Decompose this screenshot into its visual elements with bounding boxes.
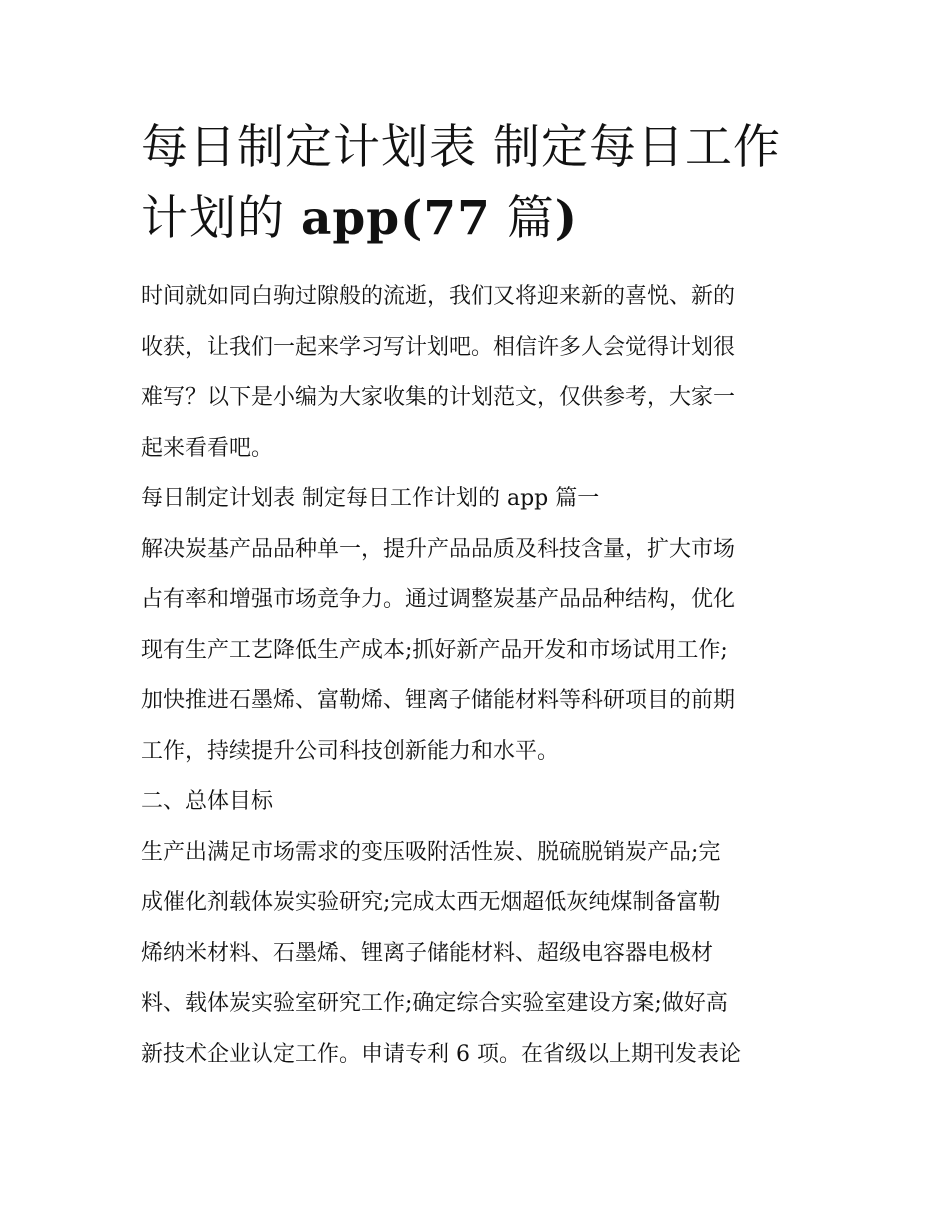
title-line-1: 每日制定计划表 制定每日工作 bbox=[141, 120, 781, 175]
subheading: 二、总体目标 bbox=[141, 789, 274, 814]
intro-paragraph bbox=[141, 272, 813, 474]
intro-line: 起来看看吧。 bbox=[141, 435, 274, 461]
document-page bbox=[141, 112, 813, 1080]
title-close-paren: ) bbox=[554, 191, 578, 246]
title-count-word: 篇 bbox=[490, 191, 555, 246]
section2-line: 成催化剂载体炭实验研究;完成太西无烟超低灰纯煤制备富勒 bbox=[141, 890, 721, 915]
section2-paragraph bbox=[141, 828, 813, 1081]
section1-line: 工作，持续提升公司科技创新能力和水平。 bbox=[141, 738, 560, 764]
section1-line: 加快推进石墨烯、富勒烯、锂离子储能材料等科研项目的前期 bbox=[141, 688, 736, 713]
section1-line: 现有生产工艺降低生产成本;抓好新产品开发和市场试用工作; bbox=[141, 637, 728, 663]
intro-line: 收获，让我们一起来学习写计划吧。相信许多人会觉得计划很 bbox=[141, 334, 736, 360]
section-heading: 每日制定计划表 制定每日工作计划的 app 篇一 bbox=[141, 486, 600, 511]
section1-line: 占有率和增强市场竞争力。通过调整炭基产品品种结构，优化 bbox=[141, 587, 736, 612]
section2-line: 新技术企业认定工作。申请专利 6 项。在省级以上期刊发表论 bbox=[141, 1041, 741, 1067]
section1-paragraph bbox=[141, 525, 813, 778]
title-latin: app(77 bbox=[300, 191, 491, 246]
section2-line: 烯纳米材料、石墨烯、锂离子储能材料、超级电容器电极材 bbox=[141, 940, 714, 966]
intro-line: 时间就如同白驹过隙般的流逝，我们又将迎来新的喜悦、新的 bbox=[141, 284, 736, 309]
document-title bbox=[141, 112, 813, 254]
section2-line: 生产出满足市场需求的变压吸附活性炭、脱硫脱销炭产品;完 bbox=[141, 839, 721, 865]
intro-line: 难写？以下是小编为大家收集的计划范文，仅供参考，大家一 bbox=[141, 385, 736, 410]
title-prefix: 计划的 bbox=[141, 191, 301, 246]
section1-line: 解决炭基产品品种单一，提升产品品质及科技含量，扩大市场 bbox=[141, 536, 736, 562]
title-line-2 bbox=[141, 183, 813, 254]
section2-line: 料、载体炭实验室研究工作;确定综合实验室建设方案;做好高 bbox=[141, 991, 728, 1016]
